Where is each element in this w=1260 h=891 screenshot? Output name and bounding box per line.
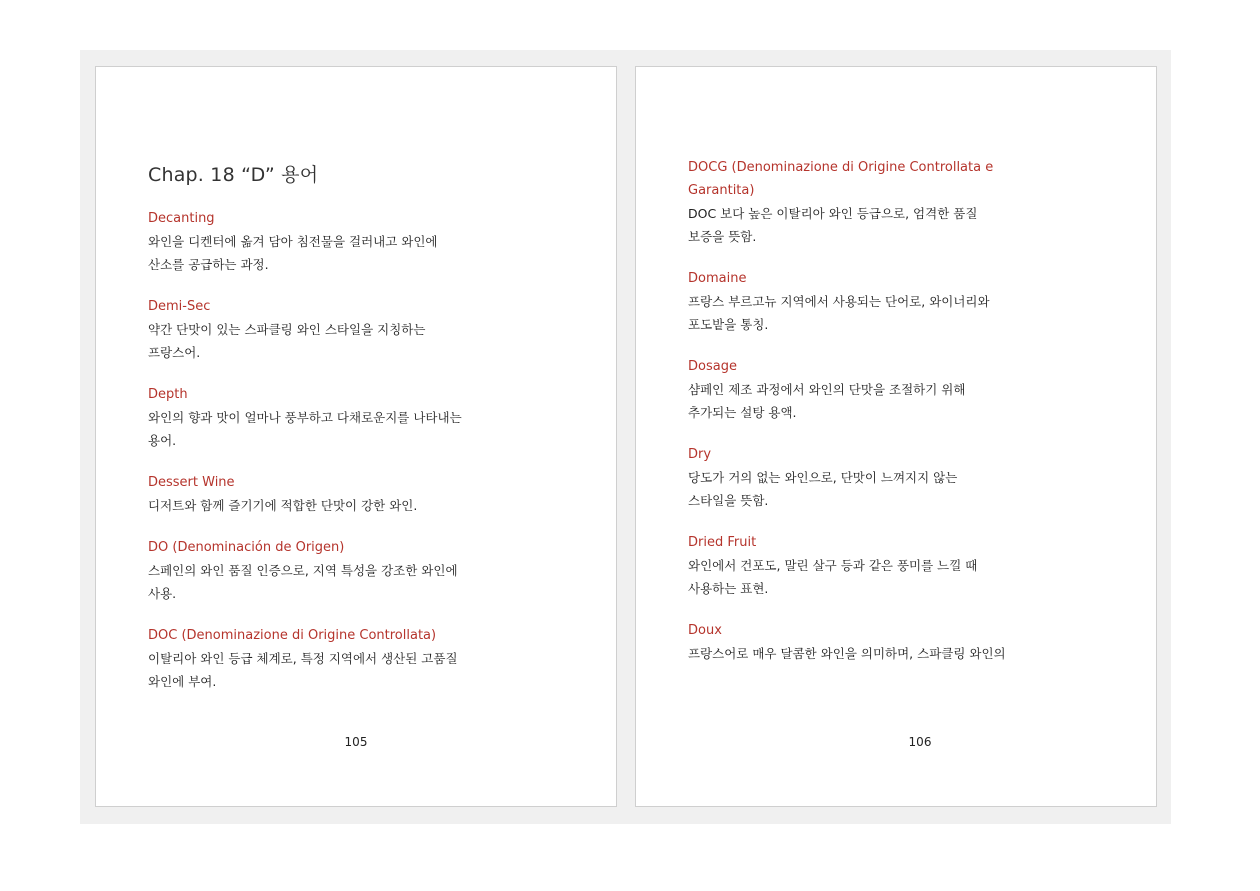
entry-term: Dry <box>688 447 712 462</box>
entry-definition-line: DOC 보다 높은 이탈리아 와인 등급으로, 엄격한 품질 <box>688 206 978 221</box>
page-106 <box>635 66 1157 807</box>
entry-definition-line: 와인을 디켄터에 옮겨 담아 침전물을 걸러내고 와인에 <box>148 234 438 249</box>
entry-definition-line: 와인에 부여. <box>148 674 217 689</box>
entry-definition-line: 산소를 공급하는 과정. <box>148 257 269 272</box>
page-content <box>148 163 568 712</box>
entry-definition-line: 이탈리아 와인 등급 체계로, 특정 지역에서 생산된 고품질 <box>148 651 458 666</box>
entry-definition-line: 샴페인 제조 과정에서 와인의 단맛을 조절하기 위해 <box>688 382 966 397</box>
entry-definition-line: 스페인의 와인 품질 인증으로, 지역 특성을 강조한 와인에 <box>148 563 458 578</box>
entry-definition-line: 포도밭을 통칭. <box>688 317 769 332</box>
entry-definition-line: 프랑스 부르고뉴 지역에서 사용되는 단어로, 와이너리와 <box>688 294 990 309</box>
entry-definition-line: 추가되는 설탕 용액. <box>688 405 797 420</box>
page-number: 105 <box>344 735 368 749</box>
entry-term: Dessert Wine <box>148 475 235 490</box>
page-content <box>688 156 1108 684</box>
glossary-entry-dessert-wine <box>148 471 568 517</box>
entry-definition-line: 스타일을 뜻함. <box>688 493 769 508</box>
glossary-entry-depth <box>148 383 568 452</box>
glossary-entry-doc <box>148 624 568 693</box>
entry-definition-line: 당도가 거의 없는 와인으로, 단맛이 느껴지지 않는 <box>688 470 958 485</box>
glossary-entry-dry <box>688 443 1108 512</box>
entry-term: DOC (Denominazione di Origine Controllata) <box>148 628 437 643</box>
entry-definition-line: 프랑스어로 매우 달콤한 와인을 의미하며, 스파클링 와인의 <box>688 646 1006 661</box>
entry-term: Dosage <box>688 359 737 374</box>
entry-term: Depth <box>148 387 188 402</box>
entry-definition-line: 와인에서 건포도, 말린 살구 등과 같은 풍미를 느낄 때 <box>688 558 978 573</box>
entry-definition-line: 사용하는 표현. <box>688 581 769 596</box>
entry-definition-line: 사용. <box>148 586 177 601</box>
entry-term: Domaine <box>688 271 747 286</box>
entry-definition-line: 프랑스어. <box>148 345 201 360</box>
entry-definition-line: 약간 단맛이 있는 스파클링 와인 스타일을 지칭하는 <box>148 322 426 337</box>
entry-definition-line: 보증을 뜻함. <box>688 229 757 244</box>
glossary-entry-dosage <box>688 355 1108 424</box>
entry-term: DO (Denominación de Origen) <box>148 540 345 555</box>
entry-term: Decanting <box>148 211 215 226</box>
glossary-entry-decanting <box>148 207 568 276</box>
entry-definition-line: 디저트와 함께 즐기기에 적합한 단맛이 강한 와인. <box>148 498 418 513</box>
page-number: 106 <box>908 735 932 749</box>
entry-term: Doux <box>688 623 722 638</box>
entry-term-line: Garantita) <box>688 183 755 198</box>
glossary-entry-dried-fruit <box>688 531 1108 600</box>
glossary-entry-do <box>148 536 568 605</box>
document-viewer <box>80 50 1171 824</box>
entry-definition-line: 용어. <box>148 433 177 448</box>
page-105 <box>95 66 617 807</box>
glossary-entry-doux <box>688 619 1108 665</box>
entry-definition-line: 와인의 향과 맛이 얼마나 풍부하고 다채로운지를 나타내는 <box>148 410 462 425</box>
entry-term: Demi-Sec <box>148 299 211 314</box>
glossary-entry-docg <box>688 156 1108 248</box>
entry-term-line: DOCG (Denominazione di Origine Controllata e <box>688 160 994 175</box>
chapter-title: Chap. 18 “D” 용어 <box>148 164 319 186</box>
entry-term: Dried Fruit <box>688 535 757 550</box>
glossary-entry-demi-sec <box>148 295 568 364</box>
glossary-entry-domaine <box>688 267 1108 336</box>
